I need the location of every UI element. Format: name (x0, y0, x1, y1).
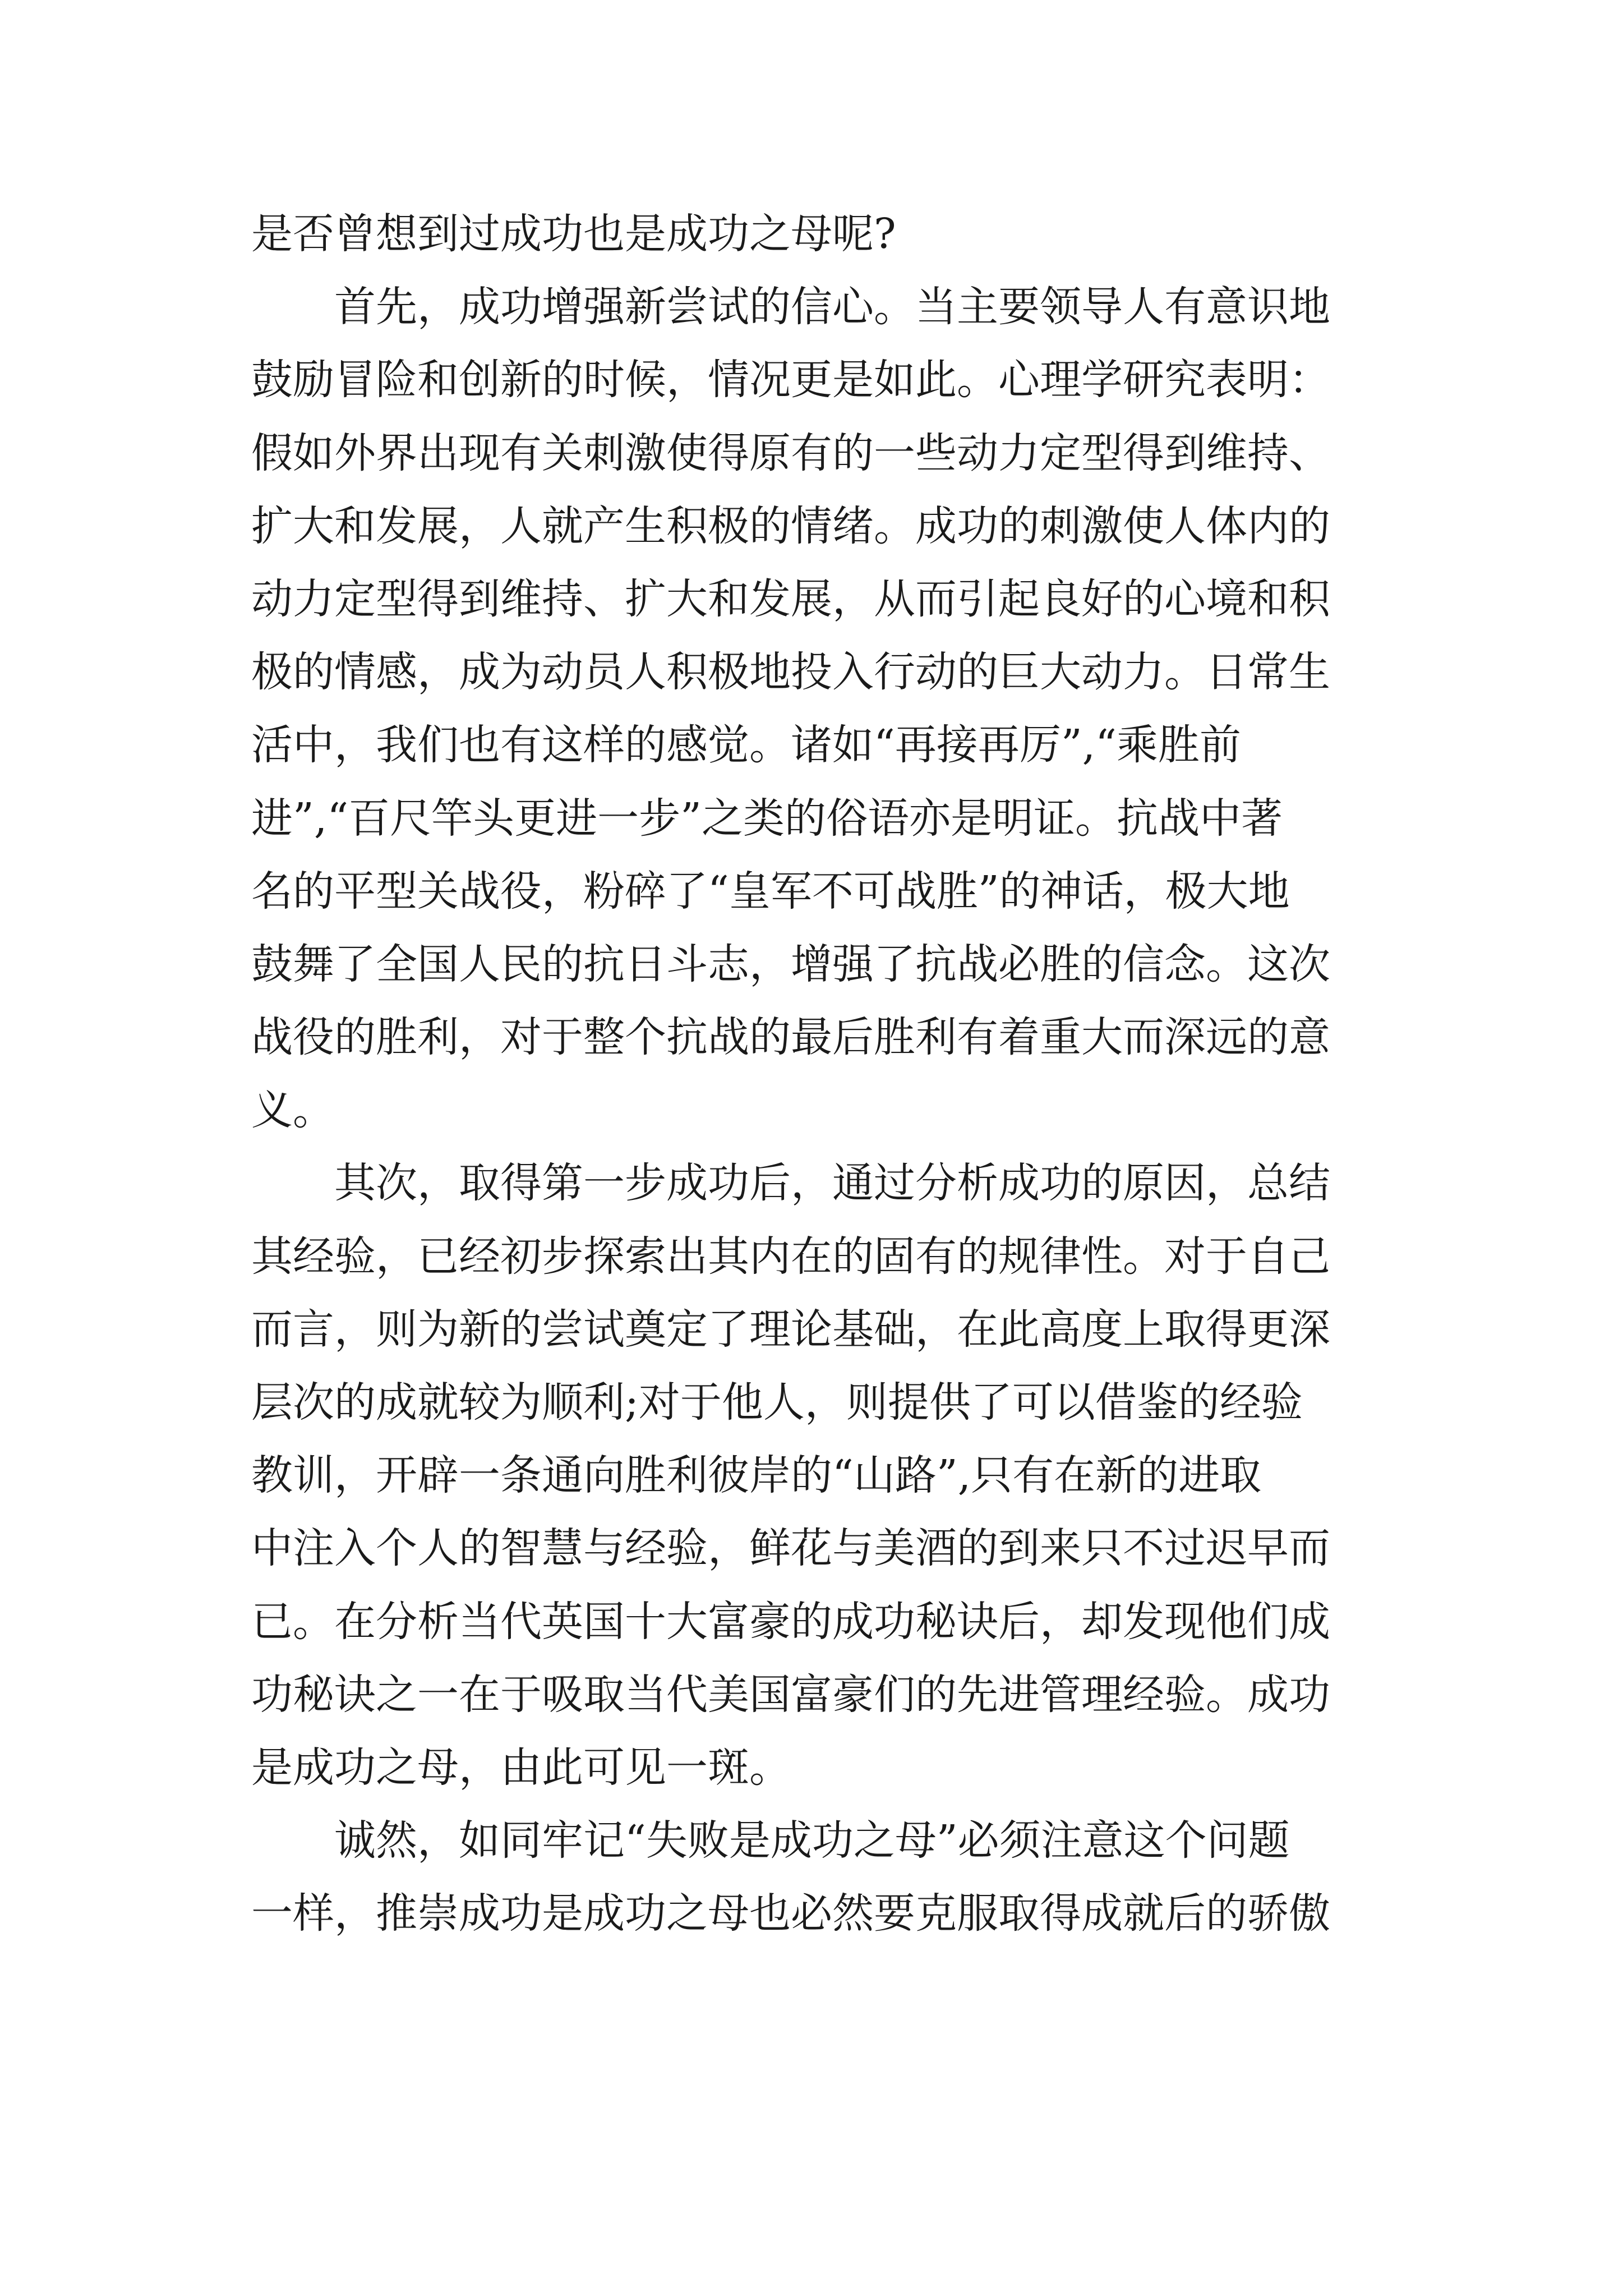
text-line: 是成功之母，由此可见一斑。 (251, 1743, 791, 1792)
text-line: 战役的胜利，对于整个抗战的最后胜利有着重大而深远的意 (251, 1013, 1330, 1062)
body-text (251, 197, 1395, 1950)
text-line: 已。在分析当代英国十大富豪的成功秘诀后，却发现他们成 (251, 1597, 1330, 1646)
text-line: 功秘诀之一在于吸取当代美国富豪们的先进管理经验。成功 (251, 1670, 1330, 1719)
text-line: 中注入个人的智慧与经验，鲜花与美酒的到来只不过迟早而 (251, 1524, 1330, 1573)
text-line: 鼓舞了全国人民的抗日斗志，增强了抗战必胜的信念。这次 (251, 940, 1330, 988)
text-line: 教训，开辟一条通向胜利彼岸的“山路”,只有在新的进取 (251, 1451, 1262, 1500)
text-line: 义。 (251, 1086, 334, 1135)
text-line: 鼓励冒险和创新的时候，情况更是如此。心理学研究表明： (251, 356, 1330, 404)
text-line: 名的平型关战役，粉碎了“皇军不可战胜”的神话，极大地 (251, 867, 1290, 915)
text-line: 首先，成功增强新尝试的信心。当主要领导人有意识地 (334, 283, 1330, 332)
text-line: 动力定型得到维持、扩大和发展，从而引起良好的心境和积 (251, 574, 1330, 623)
text-line: 扩大和发展，人就产生积极的情绪。成功的刺激使人体内的 (251, 501, 1330, 550)
text-line: 进”,“百尺竿头更进一步”之类的俗语亦是明证。抗战中著 (251, 794, 1283, 843)
text-line: 其经验，已经初步探索出其内在的固有的规律性。对于自己 (251, 1232, 1330, 1281)
text-line: 而言，则为新的尝试奠定了理论基础，在此高度上取得更深 (251, 1305, 1330, 1354)
text-line: 其次，取得第一步成功后，通过分析成功的原因，总结 (334, 1159, 1330, 1208)
text-line: 假如外界出现有关刺激使得原有的一些动力定型得到维持、 (251, 429, 1330, 477)
text-line: 是否曾想到过成功也是成功之母呢? (251, 210, 896, 258)
text-line: 一样，推崇成功是成功之母也必然要克服取得成就后的骄傲 (251, 1889, 1330, 1938)
text-line: 诚然，如同牢记“失败是成功之母”必须注意这个问题 (334, 1816, 1290, 1865)
text-line: 极的情感，成为动员人积极地投入行动的巨大动力。日常生 (251, 648, 1330, 697)
text-line: 活中，我们也有这样的感觉。诸如“再接再厉”,“乘胜前 (251, 721, 1242, 770)
text-line: 层次的成就较为顺利;对于他人，则提供了可以借鉴的经验 (251, 1378, 1303, 1427)
